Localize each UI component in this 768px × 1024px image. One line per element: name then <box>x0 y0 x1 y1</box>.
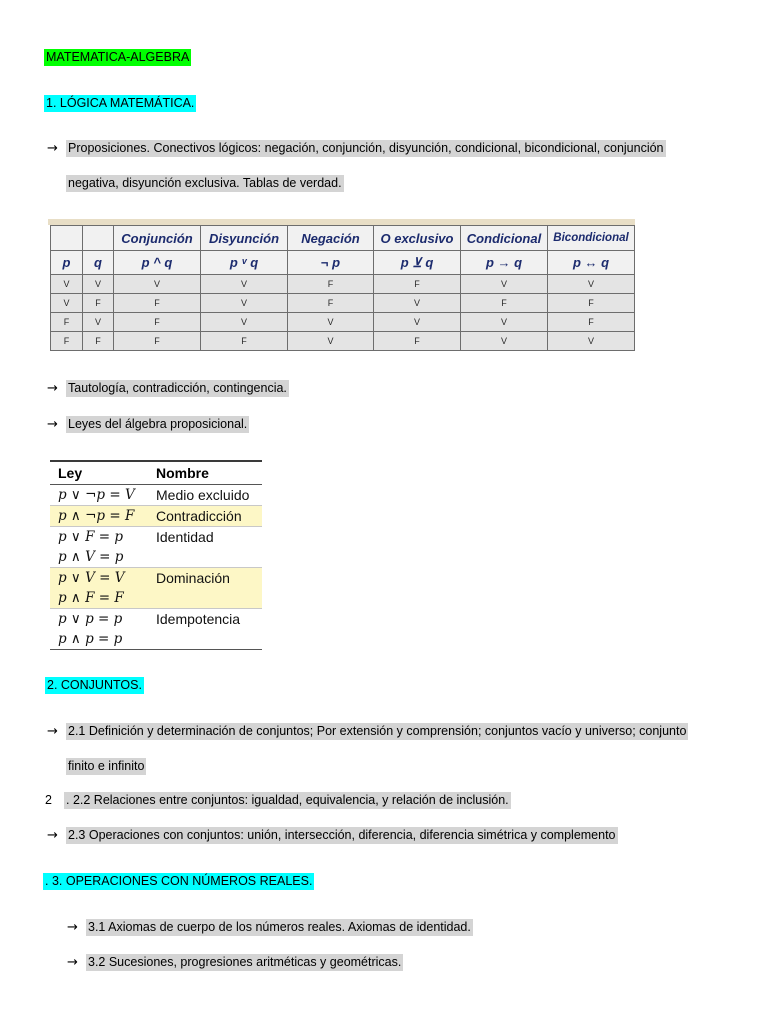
section-heading-text: 2. CONJUNTOS. <box>47 678 142 692</box>
list-item-text: finito e infinito <box>68 759 145 773</box>
law-formula-cell <box>50 506 150 527</box>
law-name-cell <box>150 485 262 506</box>
law-name: Medio excluido <box>156 487 250 503</box>
list-item-text: 2.1 Definición y determinación de conjuntos; Por extensión y comprensión; conjuntos vacío y universo; conjunto <box>68 724 687 738</box>
truth-value-cell: V <box>83 313 114 332</box>
section-heading-logica <box>44 95 196 112</box>
truth-value-cell: V <box>201 294 288 313</box>
document-title <box>44 49 191 66</box>
law-formula: p ∨ F = p <box>58 529 124 545</box>
law-name: Dominación <box>156 570 230 586</box>
truth-table-operation-header: Disyunción <box>201 226 288 251</box>
law-name-cell <box>150 609 262 650</box>
truth-value-cell: F <box>201 332 288 351</box>
arrow-bullet-icon: → <box>67 920 78 935</box>
truth-value-cell: F <box>114 313 201 332</box>
truth-table-symbol-header: p ^ q <box>114 251 201 275</box>
list-item-text: negativa, disyunción exclusiva. Tablas de verdad. <box>68 176 342 190</box>
truth-value-cell: V <box>201 313 288 332</box>
list-item-text: 2.3 Operaciones con conjuntos: unión, intersección, diferencia, diferencia simétrica y complemento <box>68 828 616 842</box>
truth-table-operation-header: Condicional <box>461 226 548 251</box>
truth-table-row <box>51 332 635 351</box>
law-formula: p ∧ F = F <box>58 590 124 606</box>
truth-value-cell: V <box>461 275 548 294</box>
truth-value-cell: V <box>374 294 461 313</box>
law-formula-cell <box>50 527 150 568</box>
law-formula-cell <box>50 609 150 650</box>
law-formula: p ∨ p = p <box>58 611 123 627</box>
truth-table-figure <box>48 219 635 353</box>
law-row <box>50 485 262 506</box>
truth-table-symbol-header: p ⊻ q <box>374 251 461 275</box>
truth-value-cell: F <box>83 294 114 313</box>
truth-table-blank-cell <box>51 226 83 251</box>
truth-value-cell: V <box>83 275 114 294</box>
law-name-cell <box>150 568 262 609</box>
list-item <box>66 380 289 397</box>
truth-table-symbol-header: p <box>51 251 83 275</box>
list-item <box>86 919 473 936</box>
section-heading-conjuntos <box>45 677 144 694</box>
truth-value-cell: V <box>374 313 461 332</box>
truth-value-cell: V <box>288 313 374 332</box>
truth-value-cell: V <box>201 275 288 294</box>
truth-table-operation-header: Conjunción <box>114 226 201 251</box>
list-item <box>66 416 249 433</box>
truth-value-cell: F <box>548 294 635 313</box>
law-formula: p ∨ V = V <box>58 570 125 586</box>
truth-table-row <box>51 275 635 294</box>
arrow-bullet-icon: → <box>47 141 58 156</box>
law-row <box>50 527 262 568</box>
truth-value-cell: F <box>83 332 114 351</box>
truth-value-cell: F <box>114 294 201 313</box>
section-heading-numeros-reales <box>43 873 314 890</box>
list-item-text: . 2.2 Relaciones entre conjuntos: igualdad, equivalencia, y relación de inclusión. <box>66 793 509 807</box>
arrow-bullet-icon: → <box>47 724 58 739</box>
truth-value-cell: V <box>461 313 548 332</box>
truth-value-cell: F <box>288 294 374 313</box>
section-heading-text: . 3. OPERACIONES CON NÚMEROS REALES. <box>45 874 313 888</box>
list-item <box>86 954 403 971</box>
truth-table-operation-header: Bicondicional <box>548 226 635 251</box>
truth-value-cell: V <box>548 332 635 351</box>
list-item <box>66 827 618 844</box>
truth-value-cell: V <box>114 275 201 294</box>
truth-value-cell: F <box>374 275 461 294</box>
list-item-continuation <box>66 758 146 775</box>
truth-table-symbol-row <box>51 251 635 275</box>
truth-table-row <box>51 294 635 313</box>
law-name-cell <box>150 506 262 527</box>
laws-header-nombre: Nombre <box>150 461 262 485</box>
law-formula: p ∧ p = p <box>58 631 123 647</box>
truth-table-symbol-header: p → q <box>461 251 548 275</box>
arrow-bullet-icon: → <box>47 828 58 843</box>
list-number: 2 <box>45 793 52 807</box>
laws-table <box>50 460 262 650</box>
law-name: Contradicción <box>156 508 242 524</box>
truth-table-symbol-header: ¬ p <box>288 251 374 275</box>
law-row <box>50 506 262 527</box>
arrow-bullet-icon: → <box>47 417 58 432</box>
list-item-text: 3.2 Sucesiones, progresiones aritméticas y geométricas. <box>88 955 402 969</box>
arrow-bullet-icon: → <box>67 955 78 970</box>
truth-table-symbol-header: p ᵛ q <box>201 251 288 275</box>
law-row <box>50 568 262 609</box>
truth-value-cell: V <box>548 275 635 294</box>
law-name-cell <box>150 527 262 568</box>
law-name: Idempotencia <box>156 611 241 627</box>
law-formula-cell <box>50 485 150 506</box>
list-item-text: 3.1 Axiomas de cuerpo de los números reales. Axiomas de identidad. <box>88 920 471 934</box>
truth-value-cell: V <box>51 294 83 313</box>
truth-table <box>50 225 635 351</box>
truth-value-cell: F <box>51 332 83 351</box>
truth-value-cell: F <box>461 294 548 313</box>
law-formula: p ∧ ¬p = F <box>58 508 135 524</box>
laws-header-ley: Ley <box>50 461 150 485</box>
truth-table-operation-header: Negación <box>288 226 374 251</box>
list-item-text: Tautología, contradicción, contingencia. <box>68 381 287 395</box>
truth-table-symbol-header: q <box>83 251 114 275</box>
truth-value-cell: F <box>51 313 83 332</box>
law-row <box>50 609 262 650</box>
truth-table-blank-cell <box>83 226 114 251</box>
law-formula: p ∨ ¬p = V <box>58 487 135 503</box>
truth-table-symbol-header: p ↔ q <box>548 251 635 275</box>
truth-value-cell: V <box>51 275 83 294</box>
truth-table-title-row <box>51 226 635 251</box>
list-item-continuation <box>66 175 344 192</box>
truth-table-row <box>51 313 635 332</box>
list-item-text: Leyes del álgebra proposicional. <box>68 417 248 431</box>
section-heading-text: 1. LÓGICA MATEMÁTICA. <box>46 96 195 110</box>
truth-value-cell: F <box>288 275 374 294</box>
list-item <box>64 792 511 809</box>
law-formula-cell <box>50 568 150 609</box>
list-item <box>66 140 666 157</box>
list-item <box>66 723 688 740</box>
law-name: Identidad <box>156 529 214 545</box>
truth-value-cell: F <box>114 332 201 351</box>
laws-table-header-row <box>50 461 262 485</box>
truth-value-cell: V <box>461 332 548 351</box>
truth-value-cell: F <box>374 332 461 351</box>
truth-value-cell: F <box>548 313 635 332</box>
document-title-text: MATEMATICA-ALGEBRA <box>46 50 190 64</box>
truth-value-cell: V <box>288 332 374 351</box>
truth-table-operation-header: O exclusivo <box>374 226 461 251</box>
list-item-text: Proposiciones. Conectivos lógicos: negación, conjunción, disyunción, condicional, bicondicional, conjunción <box>68 141 664 155</box>
arrow-bullet-icon: → <box>47 381 58 396</box>
law-formula: p ∧ V = p <box>58 549 124 565</box>
